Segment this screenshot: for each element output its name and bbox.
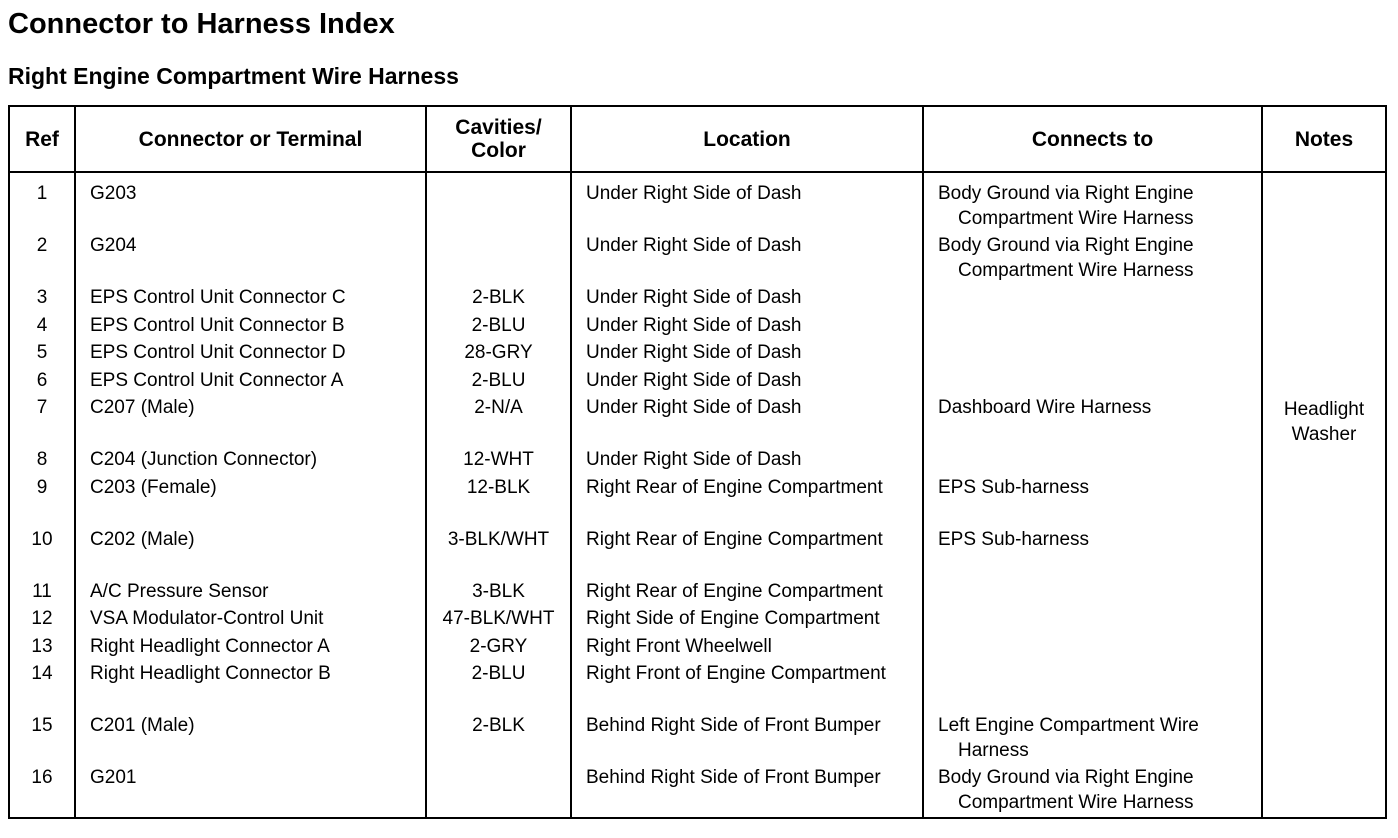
cell-cavities: 2-BLU [426,313,571,341]
cell-cavities [426,765,571,818]
cell-connector: C202 (Male) [75,527,426,579]
cell-ref: 2 [9,233,75,285]
cell-ref: 3 [9,285,75,313]
cell-notes [1262,172,1386,818]
cell-location [571,395,923,447]
cell-connector: EPS Control Unit Connector D [75,340,426,368]
header-ref: Ref [9,106,75,172]
location-text: Under Right Side of Dash [586,287,802,308]
table-row [9,233,1386,285]
table-row [9,661,1386,713]
cell-cavities: 3-BLK [426,579,571,607]
header-location: Location [571,106,923,172]
cell-location [571,765,923,818]
table-row [9,713,1386,765]
cell-ref: 13 [9,634,75,662]
location-text: Right Rear of Engine Compartment [586,476,883,498]
connects-to-text: EPS Sub-harness [938,528,1090,550]
cell-connector: C201 (Male) [75,713,426,765]
cell-connector: EPS Control Unit Connector B [75,313,426,341]
cell-location [571,368,923,396]
cell-cavities: 12-BLK [426,475,571,527]
section-title: Right Engine Compartment Wire Harness [8,63,459,89]
cell-ref: 6 [9,368,75,396]
connects-to-text: Body Ground via Right Engine Compartment Wire Harness [938,767,1194,813]
table-row [9,606,1386,634]
cell-ref: 4 [9,313,75,341]
cell-connects-to [923,172,1262,233]
cell-location [571,713,923,765]
connects-to-text: Left Engine Compartment Wire Harness [938,715,1199,761]
location-text: Under Right Side of Dash [586,235,802,256]
cell-location [571,579,923,607]
cell-connector: G203 [75,172,426,233]
connects-to-text: Body Ground via Right Engine Compartment Wire Harness [938,183,1194,229]
header-connector: Connector or Terminal [75,106,426,172]
cell-location [571,606,923,634]
cell-ref: 9 [9,475,75,527]
cell-connector: G201 [75,765,426,818]
cell-connector: C203 (Female) [75,475,426,527]
location-text: Right Rear of Engine Compartment [586,580,883,602]
cell-location [571,285,923,313]
cell-connects-to [923,579,1262,607]
cell-ref: 16 [9,765,75,818]
cell-cavities: 2-BLU [426,661,571,713]
cell-cavities: 3-BLK/WHT [426,527,571,579]
cell-cavities [426,233,571,285]
header-cavities [426,106,571,172]
cell-cavities: 2-N/A [426,395,571,447]
location-text: Right Rear of Engine Compartment [586,528,883,550]
cell-ref: 1 [9,172,75,233]
cell-connects-to [923,340,1262,368]
table-row [9,368,1386,396]
location-text: Under Right Side of Dash [586,369,802,391]
location-text: Under Right Side of Dash [586,449,802,470]
header-notes: Notes [1262,106,1386,172]
header-cavities-line1: Cavities/ [455,116,542,139]
location-text: Right Side of Engine Compartment [586,608,880,629]
cell-cavities: 47-BLK/WHT [426,606,571,634]
cell-connects-to [923,527,1262,579]
cell-connects-to [923,233,1262,285]
page-title: Connector to Harness Index [8,8,395,40]
location-text: Behind Right Side of Front Bumper [586,715,881,736]
connects-to-text: Dashboard Wire Harness [938,397,1152,418]
connector-index-table [8,105,1387,819]
cell-ref: 5 [9,340,75,368]
cell-cavities [426,172,571,233]
cell-connector: VSA Modulator-Control Unit [75,606,426,634]
location-text: Under Right Side of Dash [586,397,802,418]
cell-connector: G204 [75,233,426,285]
cell-connects-to [923,447,1262,475]
cell-location [571,475,923,527]
table-row [9,447,1386,475]
cell-connects-to [923,606,1262,634]
cell-cavities: 12-WHT [426,447,571,475]
connects-to-text: Body Ground via Right Engine Compartment Wire Harness [938,235,1194,281]
cell-cavities: 2-BLU [426,368,571,396]
table-row [9,634,1386,662]
cell-connects-to [923,634,1262,662]
cell-connector: A/C Pressure Sensor [75,579,426,607]
table-row [9,313,1386,341]
cell-location [571,661,923,713]
cell-ref: 14 [9,661,75,713]
cell-location [571,340,923,368]
cell-connects-to [923,661,1262,713]
cell-ref: 8 [9,447,75,475]
cell-connects-to [923,313,1262,341]
cell-ref: 12 [9,606,75,634]
cell-cavities: 28-GRY [426,340,571,368]
table-row [9,395,1386,447]
cell-location [571,634,923,662]
location-text: Right Front of Engine Compartment [586,663,886,684]
cell-ref: 15 [9,713,75,765]
cell-connects-to [923,285,1262,313]
cell-connector: Right Headlight Connector A [75,634,426,662]
location-text: Under Right Side of Dash [586,183,802,204]
location-text: Under Right Side of Dash [586,314,802,336]
cell-location [571,172,923,233]
header-cavities-line2: Color [471,139,526,162]
cell-ref: 11 [9,579,75,607]
table-row [9,340,1386,368]
cell-location [571,233,923,285]
cell-connects-to [923,765,1262,818]
cell-connector: C204 (Junction Connector) [75,447,426,475]
cell-connector: EPS Control Unit Connector A [75,368,426,396]
cell-location [571,313,923,341]
table-row [9,475,1386,527]
location-text: Behind Right Side of Front Bumper [586,767,881,788]
location-text: Under Right Side of Dash [586,342,802,363]
cell-connector: EPS Control Unit Connector C [75,285,426,313]
cell-connects-to [923,713,1262,765]
cell-location [571,447,923,475]
table-row [9,527,1386,579]
notes-text: Headlight Washer [1283,399,1365,445]
location-text: Right Front Wheelwell [586,635,772,657]
table-row [9,579,1386,607]
cell-cavities: 2-GRY [426,634,571,662]
header-connects-to: Connects to [923,106,1262,172]
table-row [9,172,1386,233]
cell-ref: 10 [9,527,75,579]
cell-connects-to [923,368,1262,396]
table-row [9,285,1386,313]
cell-ref: 7 [9,395,75,447]
cell-connects-to [923,395,1262,447]
cell-connector: Right Headlight Connector B [75,661,426,713]
cell-connector: C207 (Male) [75,395,426,447]
cell-cavities: 2-BLK [426,285,571,313]
table-row [9,765,1386,818]
cell-location [571,527,923,579]
connects-to-text: EPS Sub-harness [938,476,1090,498]
header-row [9,106,1386,172]
cell-connects-to [923,475,1262,527]
cell-cavities: 2-BLK [426,713,571,765]
